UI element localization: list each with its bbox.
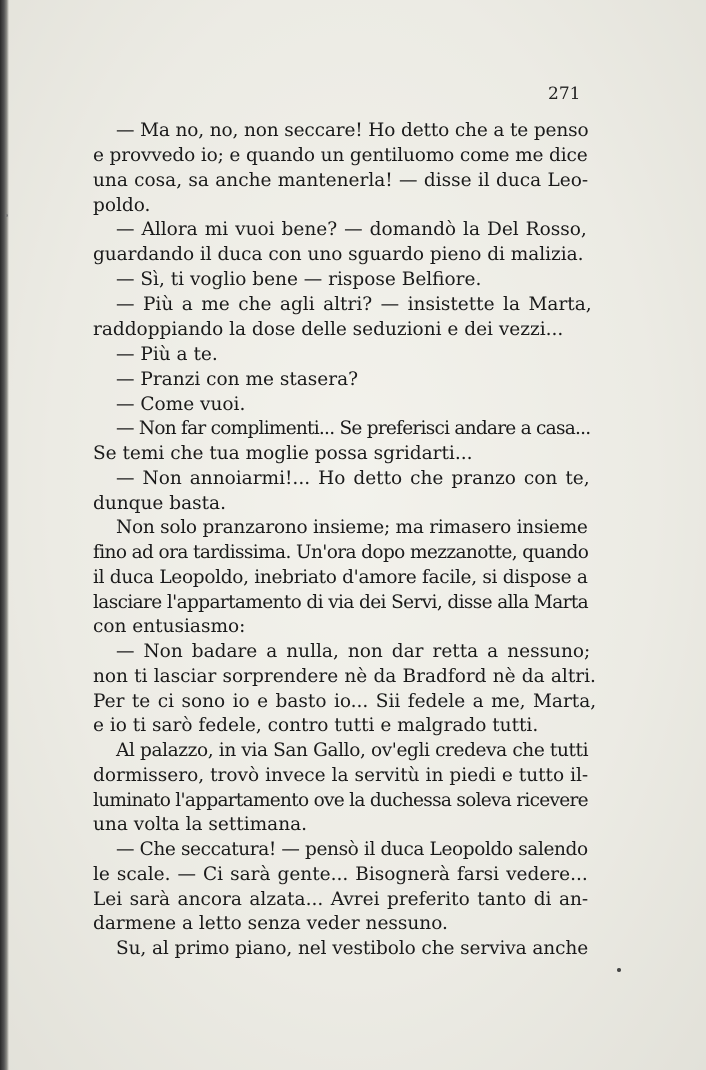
- text-line: dormissero, trovò invece la servitù in piedi e tutto il-: [93, 765, 589, 786]
- text-line: Su, al primo piano, nel vestibolo che serviva anche: [116, 938, 589, 959]
- paper-speck: [5, 214, 8, 217]
- text-line: Lei sarà ancora alzata... Avrei preferito tanto di an-: [93, 889, 589, 910]
- page-number: 271: [548, 84, 581, 104]
- text-line: e io ti sarò fedele, contro tutti e malgrado tutti.: [93, 715, 539, 736]
- text-line: luminato l'appartamento ove la duchessa soleva ricevere: [93, 790, 588, 811]
- paper-speck: [617, 968, 621, 972]
- text-line: una cosa, sa anche mantenerla! — disse il duca Leo-: [93, 170, 589, 191]
- text-line: darmene a letto senza veder nessuno.: [93, 913, 448, 934]
- text-line: Per te ci sono io e basto io... Sii fedele a me, Marta,: [93, 691, 597, 712]
- text-line: guardando il duca con uno sguardo pieno di malizia.: [93, 244, 584, 265]
- text-line: con entusiasmo:: [93, 616, 246, 637]
- text-line: — Come vuoi.: [116, 394, 246, 415]
- text-line: raddoppiando la dose delle seduzioni e dei vezzi...: [93, 319, 564, 340]
- text-line: una volta la settimana.: [93, 814, 308, 835]
- text-line: — Pranzi con me stasera?: [116, 369, 359, 390]
- text-line: non ti lasciar sorprendere nè da Bradford nè da altri.: [93, 666, 596, 687]
- text-line: Non solo pranzarono insieme; ma rimasero insieme: [116, 517, 588, 538]
- text-line: — Più a te.: [116, 344, 218, 365]
- text-line: — Che seccatura! — pensò il duca Leopoldo salendo: [116, 839, 588, 860]
- text-line: — Non annoiarmi!... Ho detto che pranzo con te,: [116, 468, 590, 489]
- text-line: — Sì, ti voglio bene — rispose Belfiore.: [116, 269, 482, 290]
- text-line: fino ad ora tardissima. Un'ora dopo mezzanotte, quando: [93, 542, 589, 563]
- text-line: Se temi che tua moglie possa sgridarti...: [93, 443, 473, 464]
- text-line: — Ma no, no, non seccare! Ho detto che a te penso: [116, 120, 589, 141]
- text-line: — Allora mi vuoi bene? — domandò la Del Rosso,: [116, 219, 587, 240]
- text-line: — Non badare a nulla, non dar retta a nessuno;: [116, 641, 591, 662]
- text-line: poldo.: [93, 195, 151, 216]
- text-line: e provvedo io; e quando un gentiluomo come me dice: [93, 145, 588, 166]
- text-line: dunque basta.: [93, 493, 226, 514]
- text-line: lasciare l'appartamento di via dei Servi, disse alla Marta: [93, 592, 589, 613]
- text-line: — Più a me che agli altri? — insistette la Marta,: [116, 294, 592, 315]
- text-line: — Non far complimenti... Se preferisci andare a casa...: [116, 418, 591, 439]
- text-line: Al palazzo, in via San Gallo, ov'egli credeva che tutti: [116, 740, 589, 761]
- text-line: le scale. — Ci sarà gente... Bisognerà farsi vedere...: [93, 864, 588, 885]
- text-line: il duca Leopoldo, inebriato d'amore facile, si dispose a: [93, 567, 588, 588]
